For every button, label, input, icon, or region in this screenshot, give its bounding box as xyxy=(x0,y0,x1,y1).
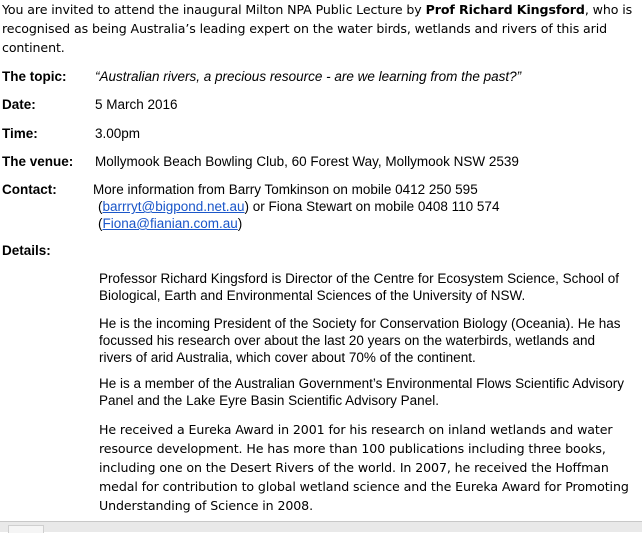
intro-paragraph xyxy=(2,0,638,57)
contact-open-paren-2: ( xyxy=(98,216,103,231)
bio-paragraph-1: Professor Richard Kingsford is Director of the Centre for Ecosystem Science, School of Biological, Earth and Environmental Sciences of the University of NSW. xyxy=(99,271,619,303)
venue-label: The venue: xyxy=(2,154,74,169)
contact-info xyxy=(93,181,499,232)
contact-close-paren-2: ) xyxy=(237,216,243,231)
intro-suffix: , who is recognised as being Australia’s leading expert on the water birds, wetlands and rivers of this arid continent. xyxy=(2,2,633,55)
venue-value: Mollymook Beach Bowling Club, 60 Forest Way, Mollymook NSW 2539 xyxy=(95,154,519,169)
time-value: 3.00pm xyxy=(95,126,141,141)
contact-line-1: More information from Barry Tomkinson on mobile 0412 250 595 xyxy=(93,182,478,197)
email-link-fiona[interactable]: Fiona@fianian.com.au xyxy=(102,216,238,231)
bio-paragraph-4: He received a Eureka Award in 2001 for his research on inland wetlands and water resource development. He has more than 100 publications including three books, including one on the Desert Rivers of the world. In 2007, he received the Hoffman medal for contribution to global wetland science and the Eureka Award for Promoting Understanding of Science in 2008. xyxy=(99,422,629,513)
bio-paragraph-2: He is the incoming President of the Society for Conservation Biology (Oceania). He has focussed his research over about the last 20 years on the waterbirds, wetlands and rivers of arid Australia, which cover about 70% of the continent. xyxy=(99,316,621,365)
contact-open-paren-1: ( xyxy=(98,199,103,214)
time-label: Time: xyxy=(2,126,38,141)
bottom-tab[interactable] xyxy=(8,525,44,533)
contact-mid-text: ) or Fiona Stewart on mobile 0408 110 574 xyxy=(244,199,500,214)
contact-line-3 xyxy=(93,215,499,232)
speaker-name: Prof Richard Kingsford xyxy=(425,2,585,17)
bio-paragraph-3: He is a member of the Australian Government’s Environmental Flows Scientific Advisory Panel and the Lake Eyre Basin Scientific Advisory Panel. xyxy=(99,376,624,408)
contact-label: Contact: xyxy=(2,182,57,197)
date-value: 5 March 2016 xyxy=(95,97,178,112)
window-bottom-bar xyxy=(0,521,642,532)
details-label: Details: xyxy=(2,243,51,258)
date-label: Date: xyxy=(2,97,36,112)
intro-prefix: You are invited to attend the inaugural Milton NPA Public Lecture by xyxy=(2,2,426,17)
topic-label: The topic: xyxy=(2,69,67,84)
contact-line-2 xyxy=(93,198,499,215)
email-link-barry[interactable]: barrryt@bigpond.net.au xyxy=(102,199,245,214)
topic-value: “Australian rivers, a precious resource - are we learning from the past?” xyxy=(95,69,522,84)
